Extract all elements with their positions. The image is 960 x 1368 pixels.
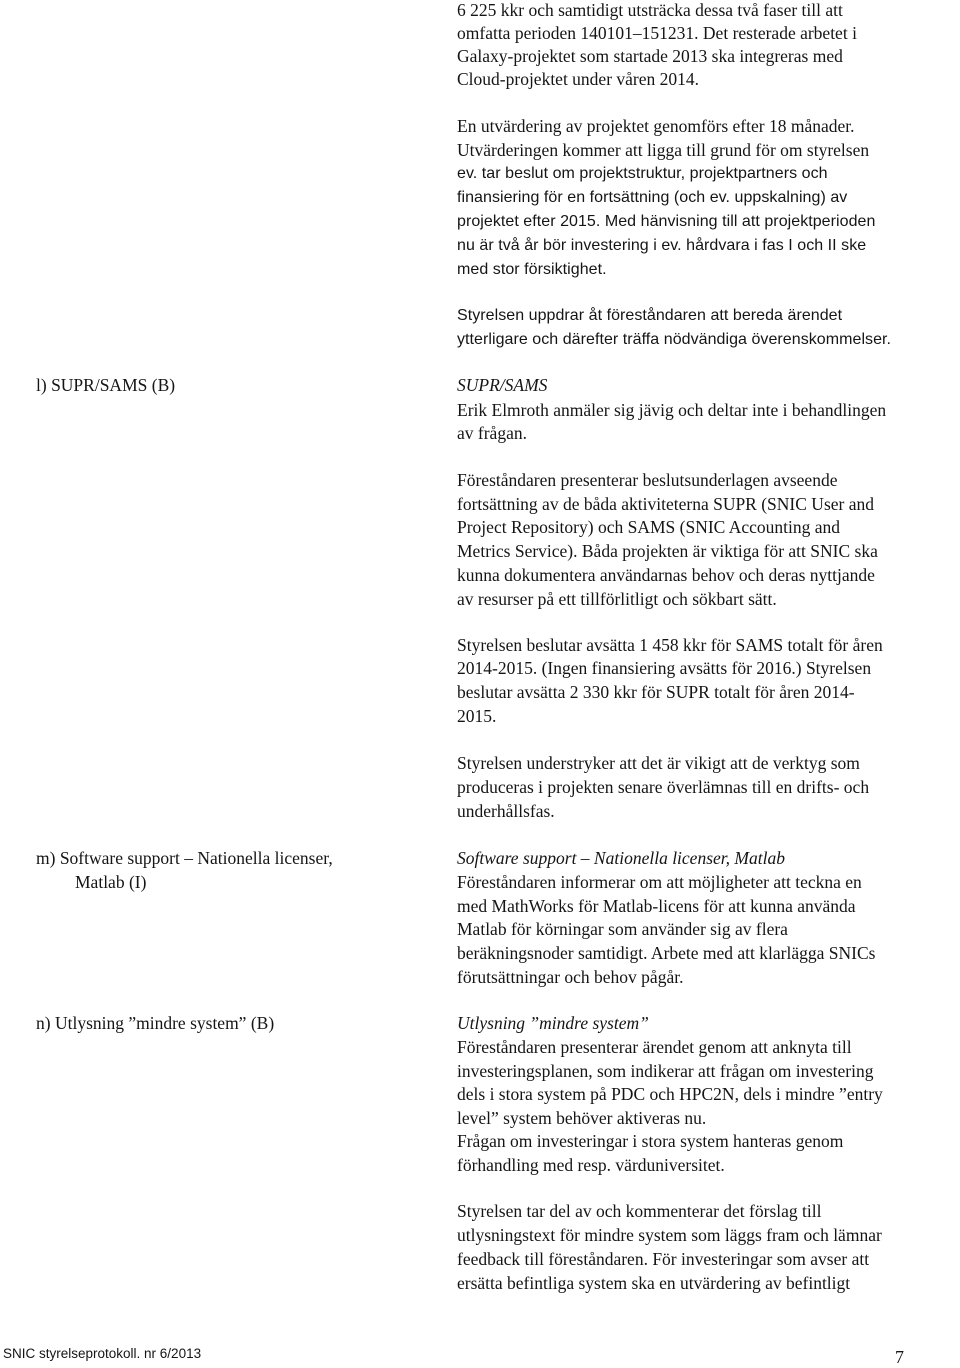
text-line: ersätta befintliga system ska en utvärdering av befintligt: [457, 1273, 851, 1293]
text-line: nu är två år bör investering i ev. hårdvara i fas I och II ske: [457, 237, 867, 254]
text-line: Erik Elmroth anmäler sig jävig och deltar inte i behandlingen: [457, 400, 887, 420]
text-line: Styrelsen understryker att det är vikigt att de verktyg som: [457, 753, 860, 773]
text-line: Galaxy-projektet som startade 2013 ska integreras med: [457, 46, 843, 66]
item-label: m) Software support – Nationella licenser,: [36, 848, 333, 868]
item-label: Matlab (I): [75, 872, 147, 892]
text-line: Styrelsen uppdrar åt föreståndaren att bereda ärendet: [457, 307, 843, 324]
document-footer-label: SNIC styrelseprotokoll. nr 6/2013: [3, 1346, 202, 1361]
text-line: av resurser på ett tillförlitligt och sökbart sätt.: [457, 589, 777, 609]
text-line: kunna dokumentera användarnas behov och deras nyttjande: [457, 565, 875, 585]
text-line: beräkningsnoder samtidigt. Arbete med att klarlägga SNICs: [457, 943, 876, 963]
text-line: Styrelsen tar del av och kommenterar det förslag till: [457, 1201, 822, 1221]
text-line: feedback till föreståndaren. För investeringar som avser att: [457, 1249, 870, 1269]
text-line: utlysningstext för mindre system som läggs fram och lämnar: [457, 1225, 882, 1245]
item-heading: SUPR/SAMS: [457, 375, 548, 395]
text-line: Cloud-projektet under våren 2014.: [457, 69, 700, 89]
item-heading: Utlysning ”mindre system”: [457, 1013, 649, 1033]
text-line: med stor försiktighet.: [457, 261, 607, 278]
text-line: 2014-2015. (Ingen finansiering avsätts för 2016.) Styrelsen: [457, 658, 872, 678]
text-line: projektet efter 2015. Med hänvisning till att projektperioden: [457, 213, 876, 230]
text-line: ev. tar beslut om projektstruktur, projektpartners och: [457, 165, 828, 182]
item-label: l) SUPR/SAMS (B): [36, 375, 176, 395]
text-line: med MathWorks för Matlab-licens för att kunna använda: [457, 896, 856, 916]
text-line: Föreståndaren presenterar beslutsunderlagen avseende: [457, 470, 838, 490]
text-line: förhandling med resp. värduniversitet.: [457, 1155, 725, 1175]
text-line: omfatta perioden 140101–151231. Det resterade arbetet i: [457, 23, 857, 43]
text-line: underhållsfas.: [457, 801, 555, 821]
text-line: level” system behöver aktiveras nu.: [457, 1108, 707, 1128]
text-line: förutsättningar och behov pågår.: [457, 967, 684, 987]
text-line: Föreståndaren presenterar ärendet genom att anknyta till: [457, 1037, 852, 1057]
text-line: Matlab för körningar som använder sig av flera: [457, 919, 788, 939]
text-line: Utvärderingen kommer att ligga till grund för om styrelsen: [457, 140, 870, 160]
page-number: 7: [895, 1347, 904, 1367]
text-line: av frågan.: [457, 423, 527, 443]
text-line: Föreståndaren informerar om att möjligheter att teckna en: [457, 872, 862, 892]
item-heading: Software support – Nationella licenser, Matlab: [457, 848, 785, 868]
text-line: 6 225 kkr och samtidigt utsträcka dessa två faser till att: [457, 0, 843, 20]
text-line: Project Repository) och SAMS (SNIC Accounting and: [457, 517, 841, 537]
text-line: Frågan om investeringar i stora system hanteras genom: [457, 1131, 844, 1151]
text-line: fortsättning av de båda aktiviteterna SUPR (SNIC User and: [457, 494, 874, 514]
text-line: 2015.: [457, 706, 497, 726]
text-line: produceras i projekten senare överlämnas till en drifts- och: [457, 777, 870, 797]
text-line: beslutar avsätta 2 330 kkr för SUPR totalt för åren 2014-: [457, 682, 855, 702]
item-label: n) Utlysning ”mindre system” (B): [36, 1013, 275, 1033]
text-line: Styrelsen beslutar avsätta 1 458 kkr för SAMS totalt för åren: [457, 635, 883, 655]
text-line: investeringsplanen, som indikerar att frågan om investering: [457, 1061, 874, 1081]
text-line: dels i stora system på PDC och HPC2N, dels i mindre ”entry: [457, 1084, 883, 1104]
text-line: finansiering för en fortsättning (och ev. uppskalning) av: [457, 189, 848, 206]
text-line: Metrics Service). Båda projekten är viktiga för att SNIC ska: [457, 541, 878, 561]
text-line: ytterligare och därefter träffa nödvändiga överenskommelser.: [457, 331, 892, 348]
text-line: En utvärdering av projektet genomförs efter 18 månader.: [457, 116, 855, 136]
